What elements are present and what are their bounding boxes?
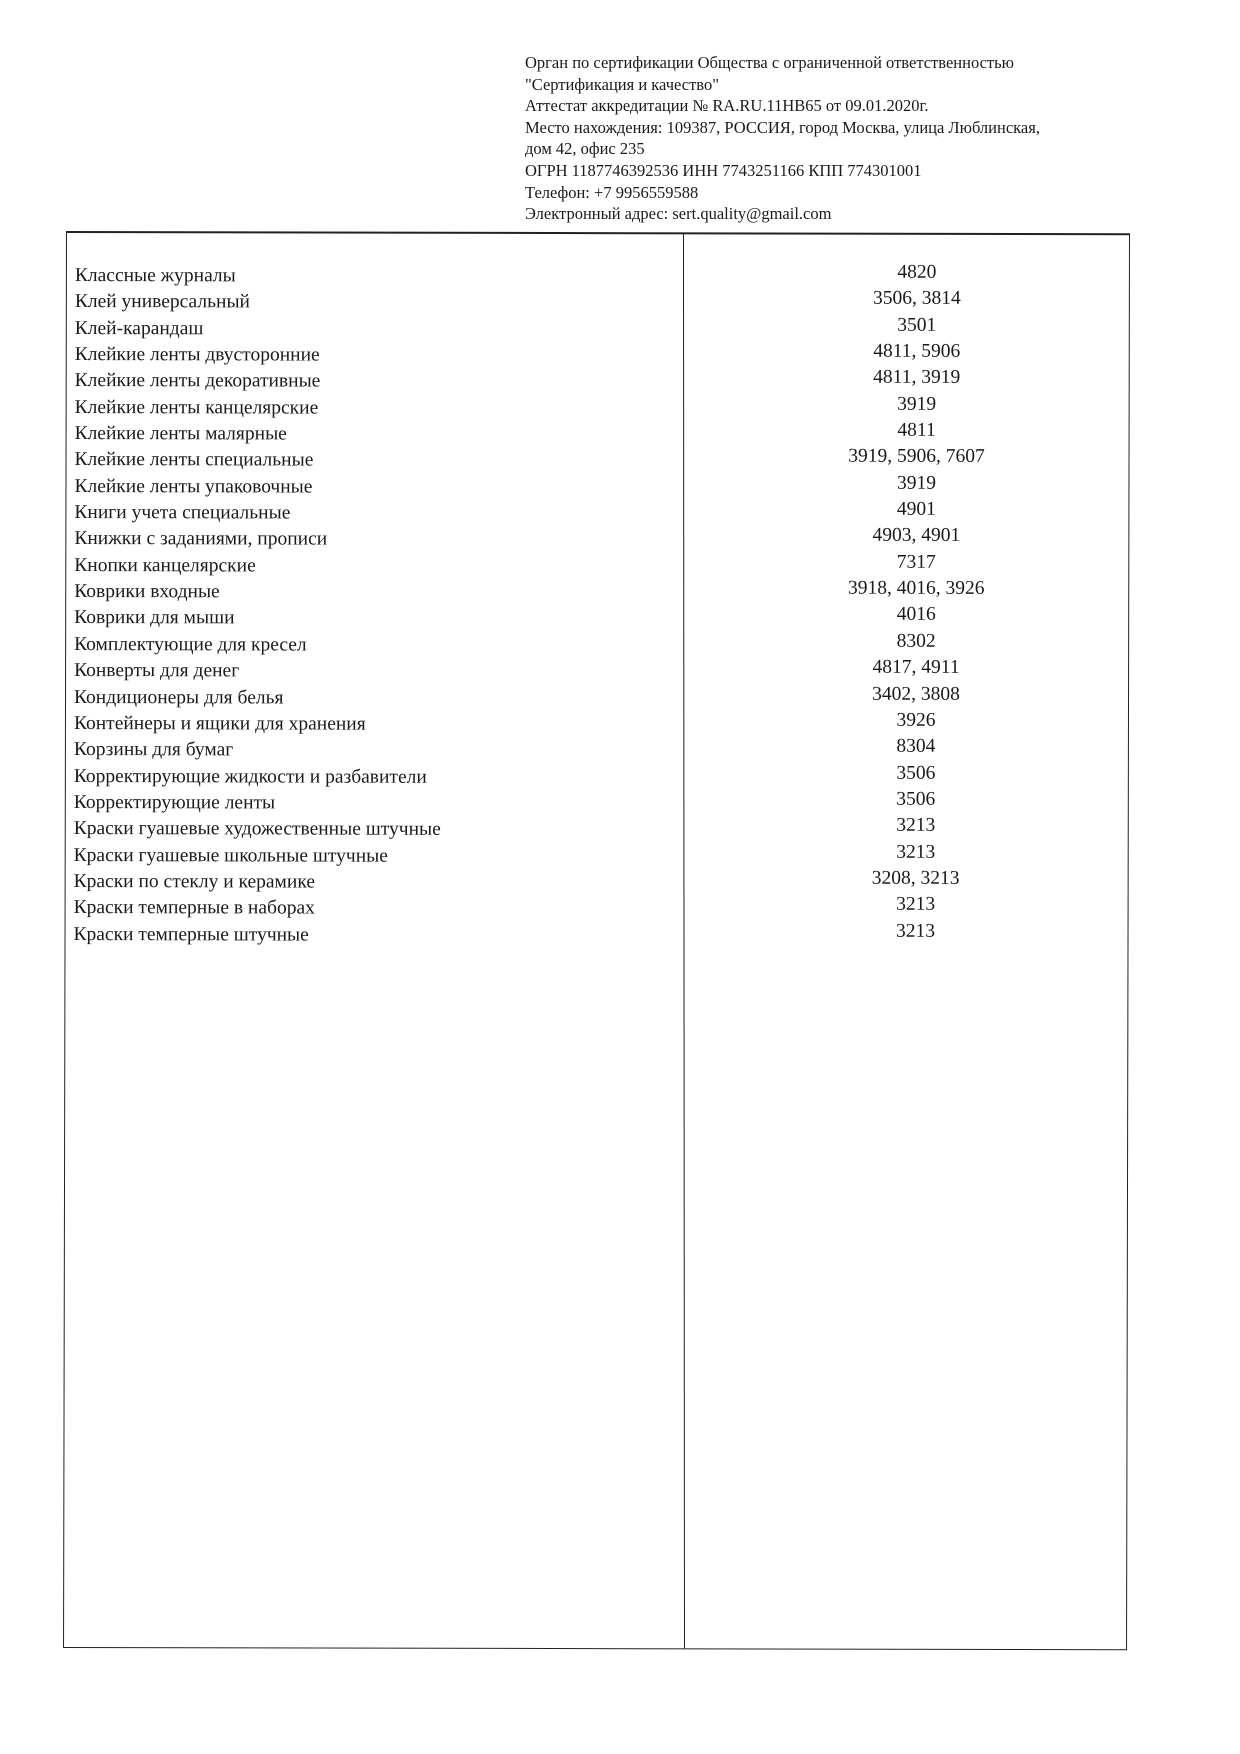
- product-name: Классные журналы: [74, 265, 236, 287]
- product-code: 4811: [897, 419, 936, 441]
- product-name: Клейкие ленты декоративные: [74, 370, 321, 392]
- product-code: 3213: [896, 893, 936, 916]
- product-name: Клейкие ленты специальные: [74, 449, 314, 471]
- product-code: 3919, 5906, 7607: [848, 446, 985, 468]
- product-name: Корзины для бумаг: [73, 739, 234, 761]
- product-name: Клейкие ленты упаковочные: [74, 475, 313, 498]
- product-code: 3402, 3808: [872, 683, 960, 705]
- product-code: 3213: [896, 920, 936, 942]
- product-name: Комплектующие для кресел: [74, 633, 307, 656]
- product-code: 4016: [896, 604, 936, 626]
- product-name: Коврики входные: [74, 581, 220, 603]
- product-name: Клейкие ленты двусторонние: [74, 344, 320, 366]
- product-name: Корректирующие ленты: [73, 791, 276, 814]
- product-table: [63, 231, 1130, 1650]
- product-name: Кондиционеры для белья: [74, 686, 284, 708]
- product-name: Краски гуашевые школьные штучные: [73, 844, 388, 867]
- product-code: 8302: [896, 630, 936, 652]
- header-line: Место нахождения: 109387, РОССИЯ, город Москва, улица Люблинская,: [525, 117, 1040, 137]
- header-line: ОГРН 1187746392536 ИНН 7743251166 КПП 774301001: [525, 160, 922, 180]
- product-name: Кнопки канцелярские: [74, 554, 256, 577]
- product-names-column: [73, 263, 441, 949]
- product-code: 3506: [896, 788, 936, 810]
- product-code: 3919: [896, 472, 936, 494]
- product-code: 4901: [896, 498, 936, 520]
- product-name: Коврики для мыши: [74, 607, 235, 629]
- product-code: 8304: [896, 735, 936, 758]
- product-code: 3926: [896, 709, 936, 731]
- product-code: 3918, 4016, 3926: [847, 577, 985, 600]
- product-name: Книги учета специальные: [74, 502, 291, 524]
- column-divider: [683, 234, 685, 1648]
- product-code: 3213: [896, 814, 936, 837]
- tn-ved-codes-column: [766, 259, 1067, 945]
- product-code: 4820: [897, 261, 937, 283]
- product-name: Клей универсальный: [74, 291, 251, 313]
- product-name: Клейкие ленты канцелярские: [74, 396, 319, 419]
- product-name: Книжки с заданиями, прописи: [74, 528, 328, 550]
- product-code: 3919: [897, 393, 937, 415]
- header-line: Телефон: +7 9956559588: [525, 182, 699, 202]
- header-line: дом 42, офис 235: [525, 139, 645, 159]
- product-name: Конверты для денег: [74, 660, 240, 682]
- product-code: 4903, 4901: [872, 525, 961, 547]
- product-name: Контейнеры и ящики для хранения: [73, 712, 366, 735]
- header-line: Орган по сертификации Общества с ограниченной ответственностью: [525, 53, 1014, 72]
- certification-body-header: [525, 52, 1040, 225]
- product-name: Клей-карандаш: [74, 317, 204, 339]
- product-name: Клейкие ленты малярные: [74, 423, 287, 445]
- product-name: Корректирующие жидкости и разбавители: [73, 765, 427, 788]
- product-name: Краски темперные штучные: [73, 923, 309, 946]
- header-line: Аттестат аккредитации № RA.RU.11НВ65 от 09.01.2020г.: [525, 96, 929, 116]
- product-name: Краски по стеклу и керамике: [73, 870, 316, 893]
- product-code: 3506, 3814: [872, 288, 961, 310]
- product-name: Краски гуашевые художественные штучные: [73, 818, 441, 841]
- product-code: 7317: [896, 551, 936, 573]
- header-line: Электронный адрес: sert.quality@gmail.com: [525, 204, 832, 224]
- product-code: 3501: [897, 314, 937, 336]
- product-code: 3213: [896, 841, 936, 863]
- product-code: 3506: [896, 762, 936, 784]
- header-line: "Сертификация и качество": [525, 74, 719, 94]
- product-code: 3208, 3213: [871, 867, 960, 889]
- product-name: Краски темперные в наборах: [73, 897, 315, 919]
- product-code: 4817, 4911: [872, 656, 960, 679]
- product-code: 4811, 5906: [873, 340, 961, 362]
- product-code: 4811, 3919: [873, 367, 961, 389]
